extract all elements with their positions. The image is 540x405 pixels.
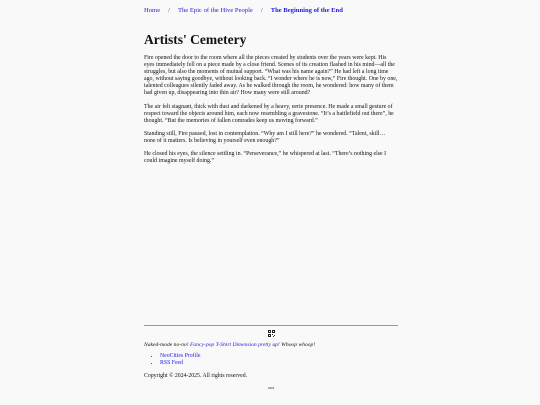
list-item xyxy=(160,360,398,367)
breadcrumb-current: The Beginning of the End xyxy=(270,7,343,14)
breadcrumb-separator: / xyxy=(168,7,170,14)
footer-divider xyxy=(144,325,398,326)
breadcrumb xyxy=(144,0,398,15)
breadcrumb-home-link[interactable]: Home xyxy=(144,7,161,14)
tiny-counter-text: 0404 xyxy=(267,386,275,390)
story-paragraph: Fire opened the door to the room where all the pieces created by students over the years were kept. His eyes immediately fell on a piece made by a close friend. Scenes of its creation flashed in his mind—all the struggles, but also the moments of mutual support. “What was his name again?” He had left a long time ago, without saying goodbye, without looking back. “I wonder where he is now,” Fire thought. One by one, talented colleagues silently faded away. As he walked through the room, he wondered: how many of them had given up, disappearing into thin air? How many were still around? xyxy=(144,55,398,97)
footer-tagline xyxy=(144,341,398,349)
story-body xyxy=(144,55,398,166)
tagline-link[interactable]: Fancy-pop T-Shirt Dimension pretty up! xyxy=(189,342,280,348)
story-paragraph: The air felt stagnant, thick with dust and darkened by a heavy, eerie presence. He made a small gesture of respect toward the objects around him, each now resembling a gravestone. “It’s a battlefield out there”, he thought. “But the memories of fallen comrades keep us moving forward.” xyxy=(144,103,394,124)
tagline-prefix: Naked-mode no-no! xyxy=(144,342,190,348)
page xyxy=(144,0,398,390)
qr-code-icon xyxy=(268,330,275,337)
copyright-text: Copyright © 2024-2025. All rights reserved. xyxy=(144,373,248,379)
tagline-suffix: Whoop whoop! xyxy=(279,342,316,348)
story-paragraph: He closed his eyes, the silence settling in. “Perseverance,” he whispered at last. “There’s nothing else I could imagine myself doing.” xyxy=(144,151,387,165)
breadcrumb-separator: / xyxy=(260,7,263,14)
footer xyxy=(144,325,398,390)
rss-feed-link[interactable]: RSS Feed xyxy=(160,360,184,366)
story-paragraph: Standing still, Fire paused, lost in contemplation. “Why am I still here?” he wondered. “Talent, skill… none of it matters. Is believing in yourself even enough?” xyxy=(144,131,386,145)
page-title: Artists' Cemetery xyxy=(144,32,247,47)
footer-links xyxy=(144,353,398,367)
breadcrumb-parent-link[interactable]: The Epic of the Hive People xyxy=(177,7,253,14)
list-item xyxy=(160,353,398,360)
neocities-profile-link[interactable]: NeoCities Profile xyxy=(160,353,201,359)
